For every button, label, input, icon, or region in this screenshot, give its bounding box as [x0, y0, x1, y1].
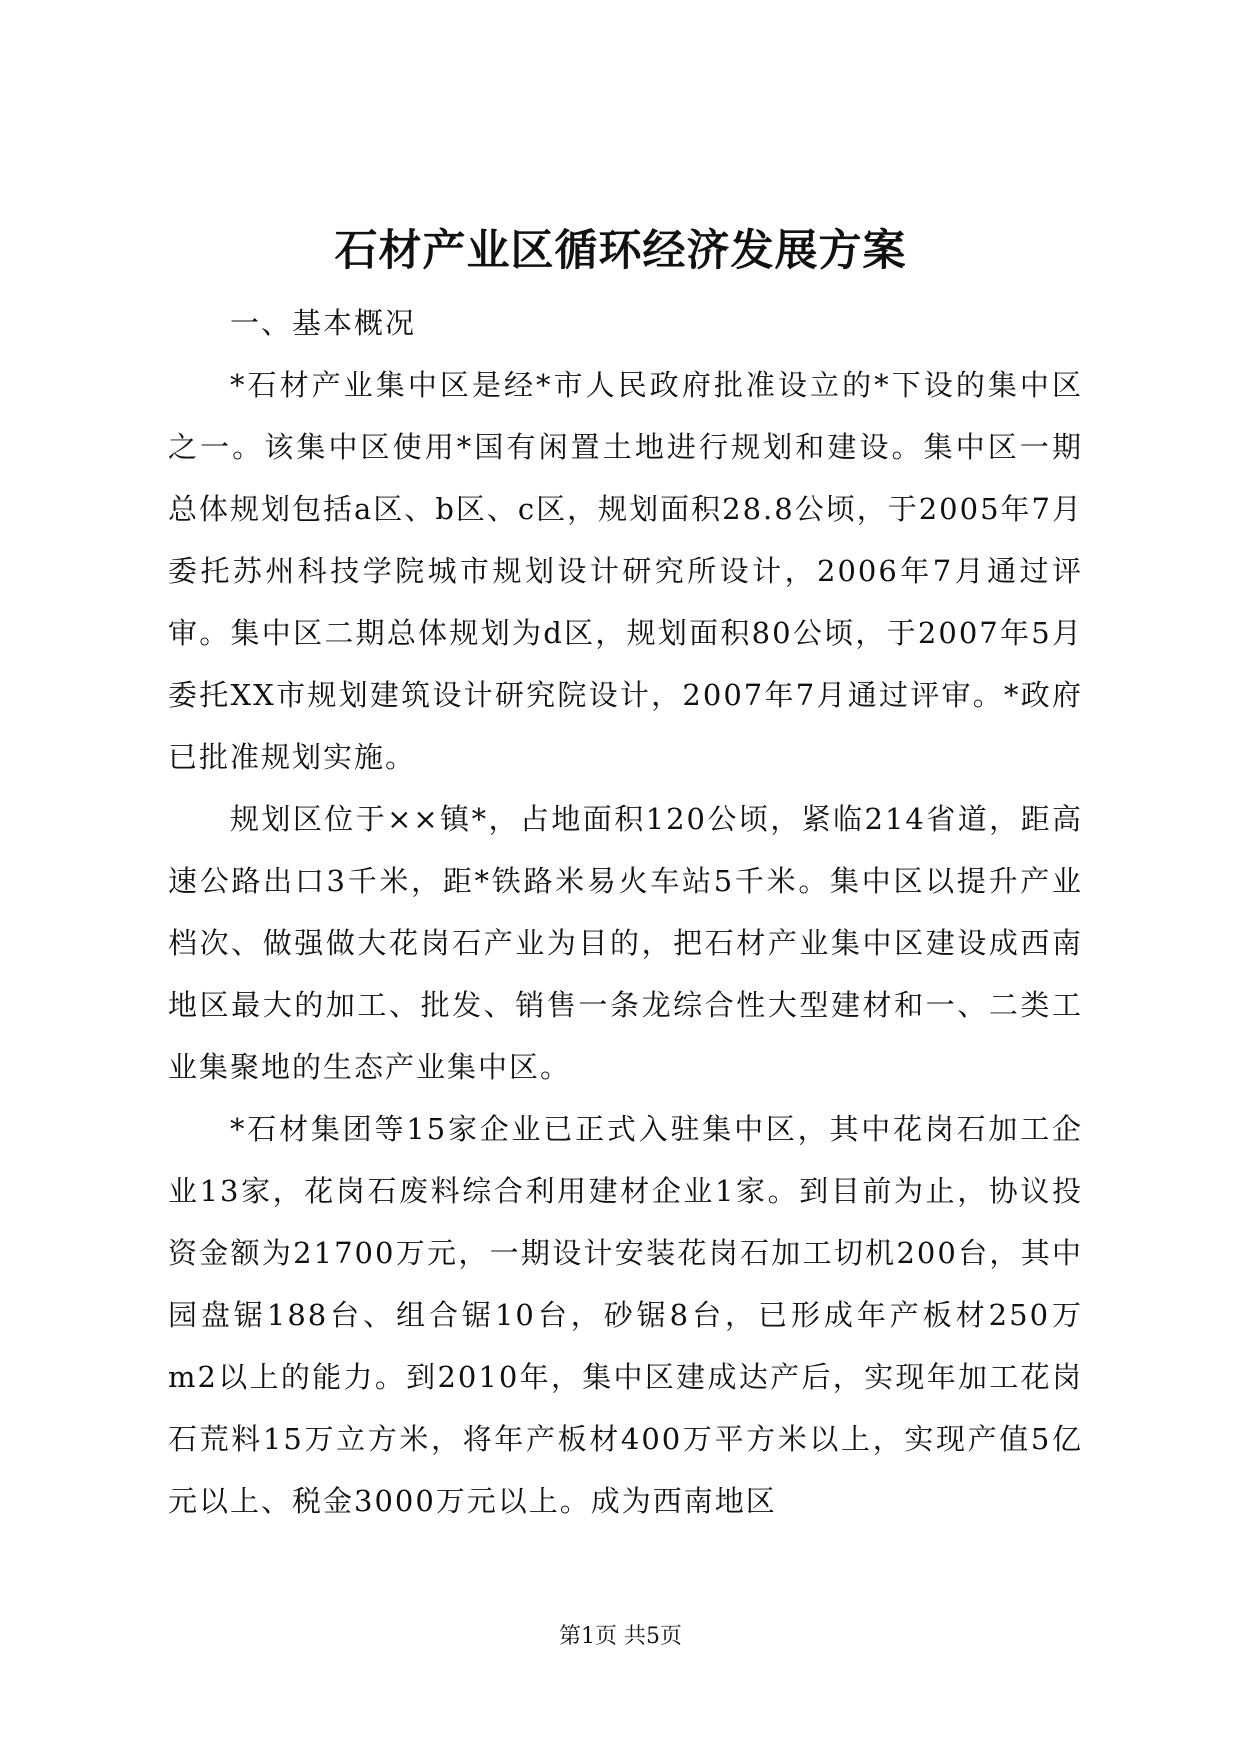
page-footer: 第1页 共5页 [559, 1624, 682, 1649]
document-body [168, 292, 1083, 1532]
paragraph-overview: *石材产业集中区是经*市人民政府批准设立的*下设的集中区之一。该集中区使用*国有闲置土地进行规划和建设。集中区一期总体规划包括a区、b区、c区，规划面积28.8公顷，于2005年7月委托苏州科技学院城市规划设计研究所设计，2006年7月通过评审。集中区二期总体规划为d区，规划面积80公顷，于2007年5月委托XX市规划建筑设计研究院设计，2007年7月通过评审。*政府已批准规划实施。 [168, 368, 1083, 774]
paragraph-enterprises: *石材集团等15家企业已正式入驻集中区，其中花岗石加工企业13家，花岗石废料综合利用建材企业1家。到目前为止，协议投资金额为21700万元，一期设计安装花岗石加工切机200台，其中园盘锯188台、组合锯10台，砂锯8台，已形成年产板材250万m2以上的能力。到2010年，集中区建成达产后，实现年加工花岗石荒料15万立方米，将年产板材400万平方米以上，实现产值5亿元以上、税金3000万元以上。成为西南地区 [168, 1112, 1083, 1518]
paragraph-location: 规划区位于××镇*，占地面积120公顷，紧临214省道，距高速公路出口3千米，距*铁路米易火车站5千米。集中区以提升产业档次、做强做大花岗石产业为目的，把石材产业集中区建设成西南地区最大的加工、批发、销售一条龙综合性大型建材和一、二类工业集聚地的生态产业集中区。 [168, 802, 1083, 1084]
document-title: 石材产业区循环经济发展方案 [334, 226, 907, 276]
section-heading: 一、基本概况 [230, 306, 417, 340]
